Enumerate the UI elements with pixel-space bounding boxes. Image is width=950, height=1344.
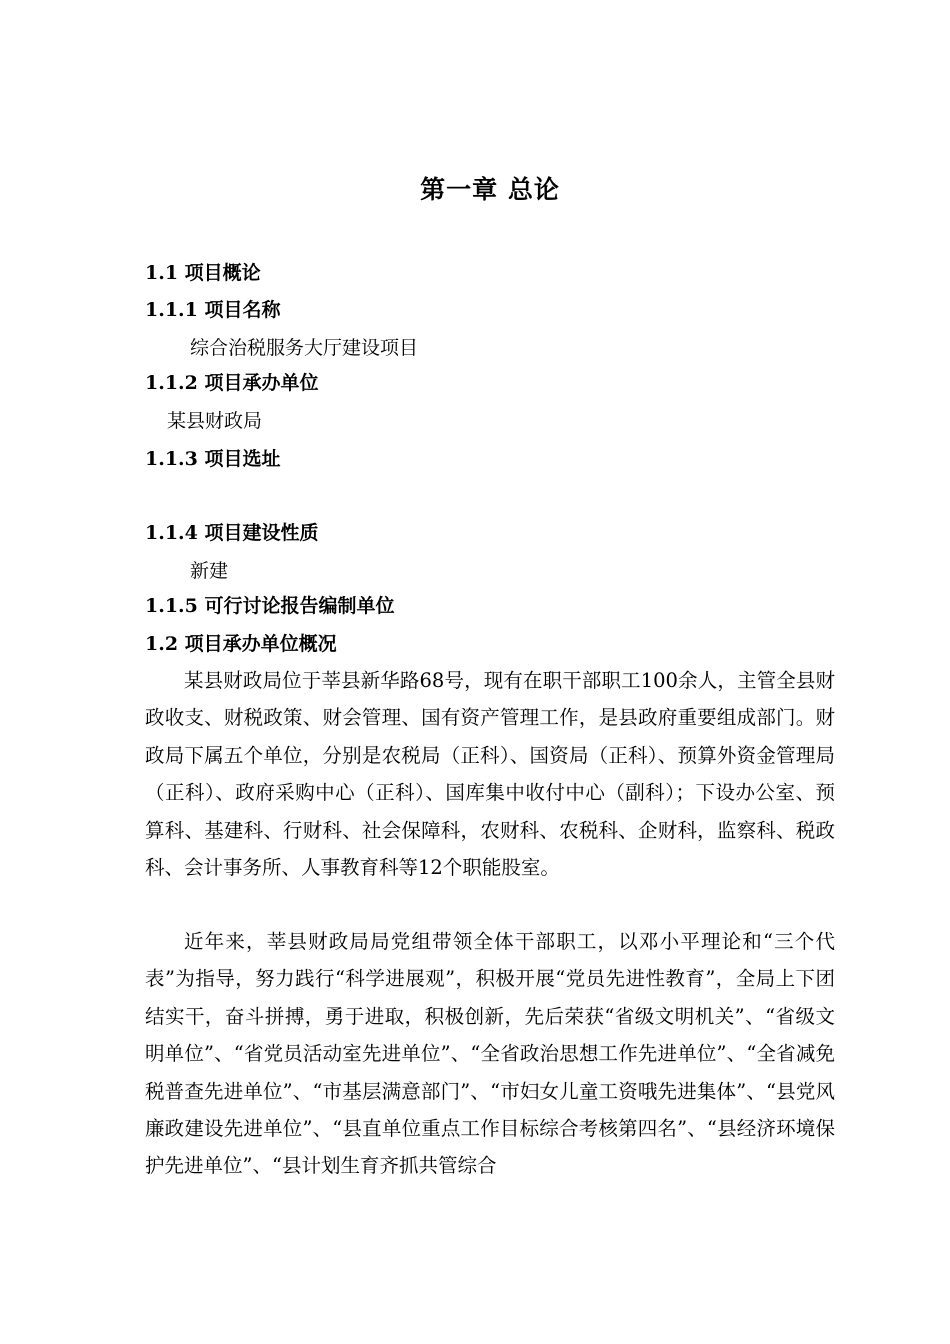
chapter-title: 第一章 总论	[420, 175, 560, 204]
heading-1-1: 1.1 项目概论	[145, 262, 261, 284]
heading-1-1-1: 1.1.1 项目名称	[145, 299, 281, 321]
project-name-text: 综合治税服务大厅建设项目	[190, 337, 419, 359]
organizer-text: 某县财政局	[167, 410, 263, 432]
construction-nature-text: 新建	[190, 560, 229, 582]
paragraph-organization-overview: 某县财政局位于莘县新华路68号，现有在职干部职工100余人，主管全县财政收支、财税政策、财会管理、国有资产管理工作，是县政府重要组成部门。财政局下属五个单位，分别是农税局（正科）、国资局（正科）、预算外资金管理局（正科）、政府采购中心（正科）、国库集中收付中心（副科）；下设办公室、预算科、基建科、行财科、社会保障科，农财科、农税科、企财科，监察科、税政科、会计事务所、人事教育科等12个职能股室。	[145, 669, 835, 880]
heading-1-1-3: 1.1.3 项目选址	[145, 448, 281, 470]
heading-1-1-2: 1.1.2 项目承办单位	[145, 372, 319, 394]
heading-1-1-4: 1.1.4 项目建设性质	[145, 522, 319, 544]
paragraph-achievements: 近年来，莘县财政局局党组带领全体干部职工，以邓小平理论和“三个代表”为指导，努力践行“科学进展观”，积极开展“党员先进性教育”，全局上下团结实干，奋斗拼搏，勇于进取，积极创新，先后荣获“省级文明机关”、“省级文明单位”、“省党员活动室先进单位”、“全省政治思想工作先进单位”、“全省减免税普查先进单位”、“市基层满意部门”、“市妇女儿童工资哦先进集体”、“县党风廉政建设先进单位”、“县直单位重点工作目标综合考核第四名”、“县经济环境保护先进单位”、“县计划生育齐抓共管综合	[145, 930, 835, 1178]
heading-1-1-5: 1.1.5 可行讨论报告编制单位	[145, 595, 395, 617]
heading-1-2: 1.2 项目承办单位概况	[145, 633, 337, 655]
